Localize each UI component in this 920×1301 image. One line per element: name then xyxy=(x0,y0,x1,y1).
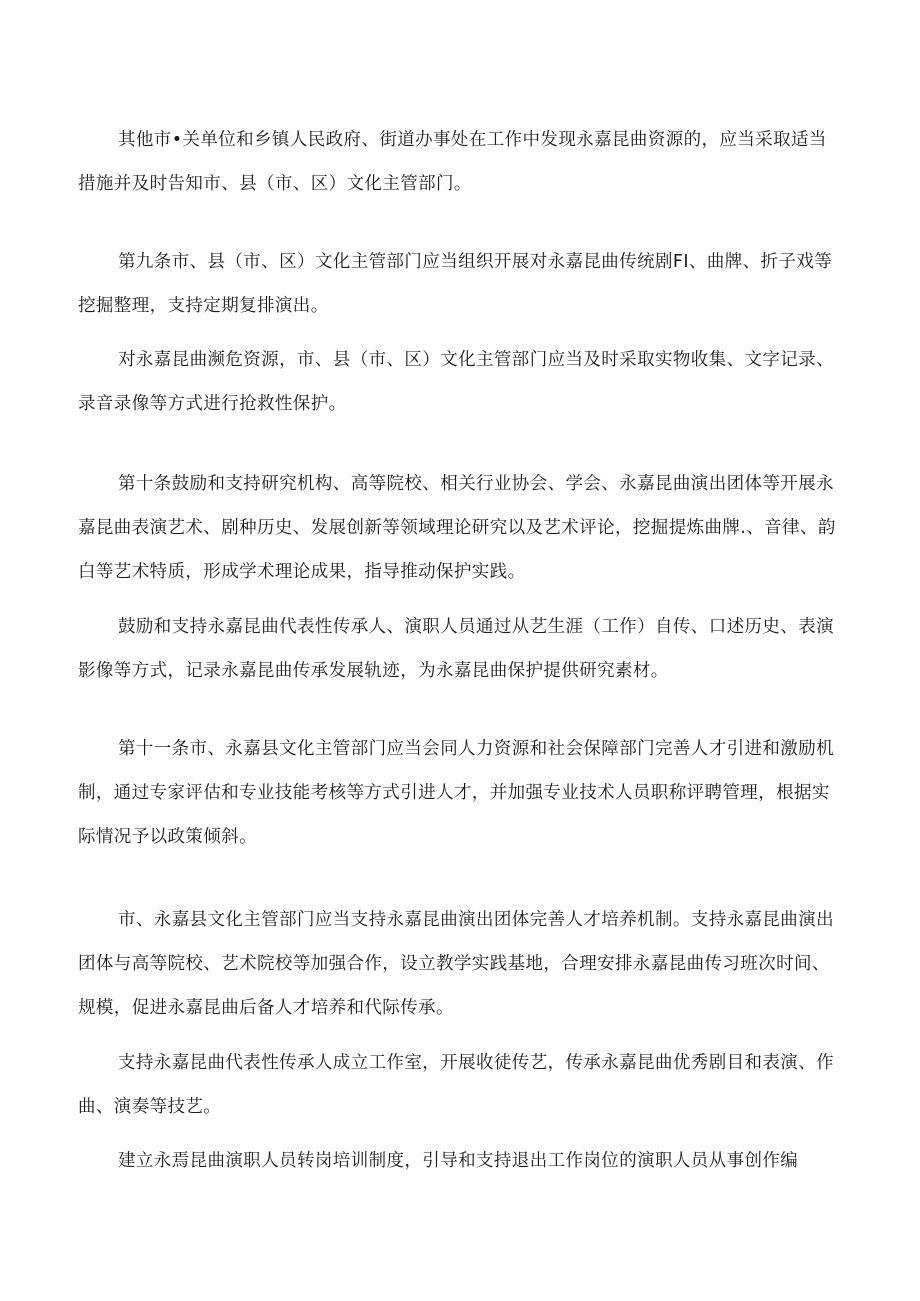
paragraph-6-article-11: 第十一条市、永嘉县文化主管部门应当会同人力资源和社会保障部门完善人才引进和激励机制，通过专家评估和专业技能考核等方式引进人才，并加强专业技术人员职称评聘管理，根据实际情况予以政策倾斜。 xyxy=(78,739,834,847)
paragraph-1: 其他市•关单位和乡镇人民政府、街道办事处在工作中发现永嘉昆曲资源的，应当采取适当措施并及时告知市、县（市、区）文化主管部门。 xyxy=(78,130,827,194)
paragraph-2-article-9: 第九条市、县（市、区）文化主管部门应当组织开展对永嘉昆曲传统剧FI、曲牌、折子戏等挖掘整理，支持定期复排演出。 xyxy=(78,252,833,316)
paragraph-7: 市、永嘉县文化主管部门应当支持永嘉昆曲演出团体完善人才培养机制。支持永嘉昆曲演出团体与高等院校、艺术院校等加强合作，设立教学实践基地，合理安排永嘉昆曲传习班次时间、规模，促进永嘉昆曲后备人才培养和代际传承。 xyxy=(78,910,834,1018)
paragraph-4-article-10: 第十条鼓励和支持研究机构、高等院校、相关行业协会、学会、永嘉昆曲演出团体等开展永嘉昆曲表演艺术、剧种历史、发展创新等领域理论研究以及艺术评论，挖掘提炼曲牌.、音律、韵白等艺术特质，形成学术理论成果，指导推动保护实践。 xyxy=(78,474,836,582)
paragraph-8: 支持永嘉昆曲代表性传承人成立工作室，开展收徒传艺，传承永嘉昆曲优秀剧目和表演、作曲、演奏等技艺。 xyxy=(78,1053,834,1117)
paragraph-5: 鼓励和支持永嘉昆曲代表性传承人、演职人员通过从艺生涯（工作）自传、口述历史、表演影像等方式，记录永嘉昆曲传承发展轨迹，为永嘉昆曲保护提供研究素材。 xyxy=(78,617,834,681)
paragraph-9: 建立永焉昆曲演职人员转岗培训制度，引导和支持退出工作岗位的演职人员从事创作编 xyxy=(118,1151,799,1171)
paragraph-3: 对永嘉昆曲濒危资源，市、县（市、区）文化主管部门应当及时采取实物收集、文字记录、录音录像等方式进行抢救性保护。 xyxy=(78,350,834,414)
